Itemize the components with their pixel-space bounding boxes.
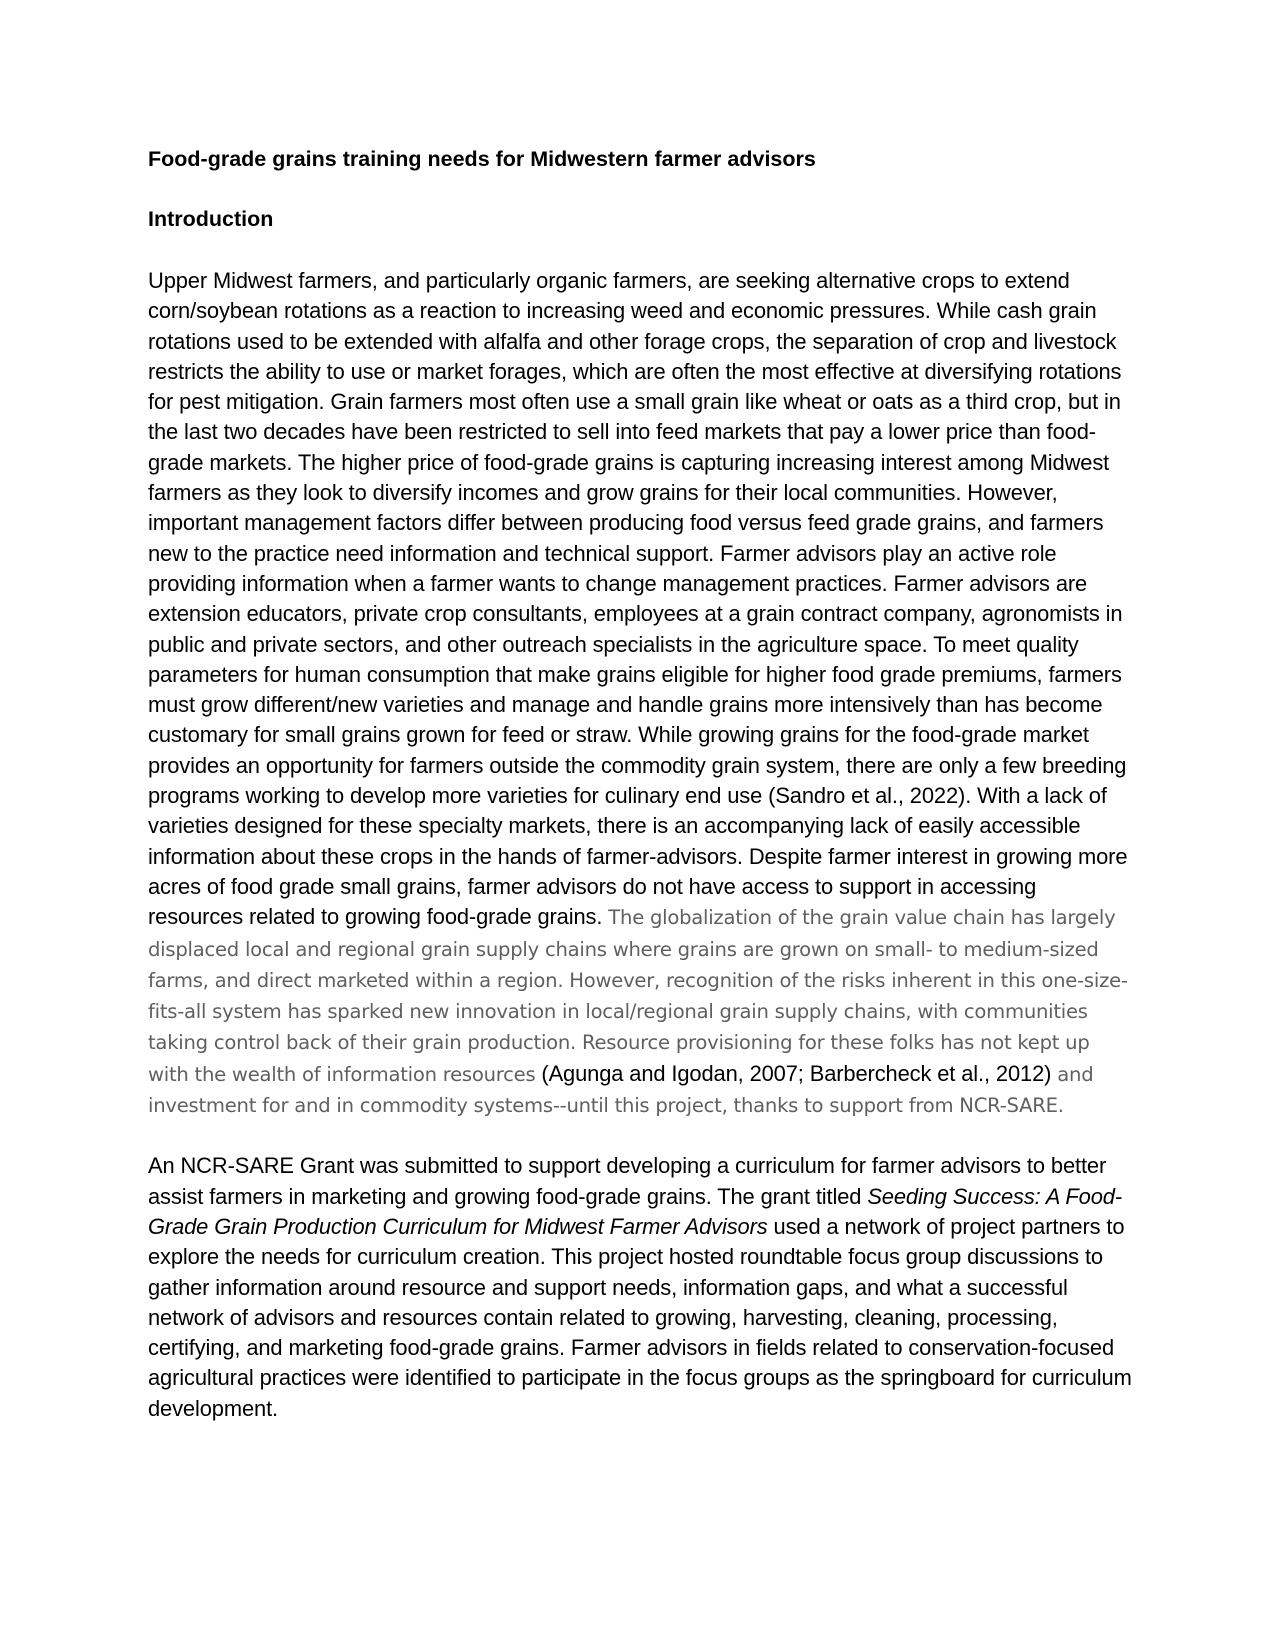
paragraph-2-body-text: used a network of project partners to explore the needs for curriculum creation. This project hosted roundtable focus group discussions to gather information around resource and support needs, information gaps, and what a successful network of advisors and resources contain related to growing, harvesting, cleaning, processing, certifying, and marketing food-grade grains. Farmer advisors in fields related to conservation-focused agricultural practices were identified to participate in the focus groups as the springboard for curriculum development.: [148, 1213, 1132, 1421]
paragraph-1-globalization-text: The globalization of the grain value chain has largely displaced local and regional grain supply chains where grains are grown on small- to medium-sized farms, and direct marketed within a region. However, recognition of the risks inherent in this one-size-fits-all system has sparked new innovation in local/regional grain supply chains, with communities taking control back of their grain production. Resource provisioning for these folks has not kept up with the wealth of information resources: [148, 906, 1128, 1086]
paragraph-2-lead-text: An NCR-SARE Grant was submitted to support developing a curriculum for farmer advisors to better assist farmers in marketing and growing food-grade grains. The grant titled: [148, 1153, 1107, 1209]
paragraph-1-main-text: Upper Midwest farmers, and particularly organic farmers, are seeking alternative crops to extend corn/soybean rotations as a reaction to increasing weed and economic pressures. While cash grain rotations used to be extended with alfalfa and other forage crops, the separation of crop and livestock restricts the ability to use or market forages, which are often the most effective at diversifying rotations for pest mitigation. Grain farmers most often use a small grain like wheat or oats as a third crop, but in the last two decades have been restricted to sell into feed markets that pay a lower price than food-grade markets. The higher price of food-grade grains is capturing increasing interest among Midwest farmers as they look to diversify incomes and grow grains for their local communities. However, important management factors differ between producing food versus feed grade grains, and farmers new to the practice need information and technical support. Farmer advisors play an active role providing information when a farmer wants to change management practices. Farmer advisors are extension educators, private crop consultants, employees at a grain contract company, agronomists in public and private sectors, and other outreach specialists in the agriculture space. To meet quality parameters for human consumption that make grains eligible for higher food grade premiums, farmers must grow different/new varieties and manage and handle grains more intensively than has become customary for small grains grown for feed or straw. While growing grains for the food-grade market provides an opportunity for farmers outside the commodity grain system, there are only a few breeding programs working to develop more varieties for culinary end use (Sandro et al., 2022). With a lack of varieties designed for these specialty markets, there is an accompanying lack of easily accessible information about these crops in the hands of farmer-advisors. Despite farmer interest in growing more acres of food grade small grains, farmer advisors do not have access to support in accessing resources related to growing food-grade grains.: [148, 268, 1128, 930]
introduction-paragraph-2: [148, 1151, 1133, 1424]
document-title: Food-grade grains training needs for Midwestern farmer advisors: [148, 147, 816, 171]
paragraph-1-citation: (Agunga and Igodan, 2007; Barbercheck et al., 2012): [541, 1060, 1052, 1086]
document-body: [148, 144, 1133, 1424]
introduction-paragraph-1: [148, 266, 1133, 1121]
section-heading-introduction: Introduction: [148, 207, 274, 231]
grant-title: Seeding Success: A Food-Grade Grain Production Curriculum for Midwest Farmer Advisors: [148, 1183, 1122, 1239]
paragraph-1-investment-text: and investment for and in commodity systems--until this project, thanks to support from NCR-SARE.: [148, 1062, 1094, 1118]
